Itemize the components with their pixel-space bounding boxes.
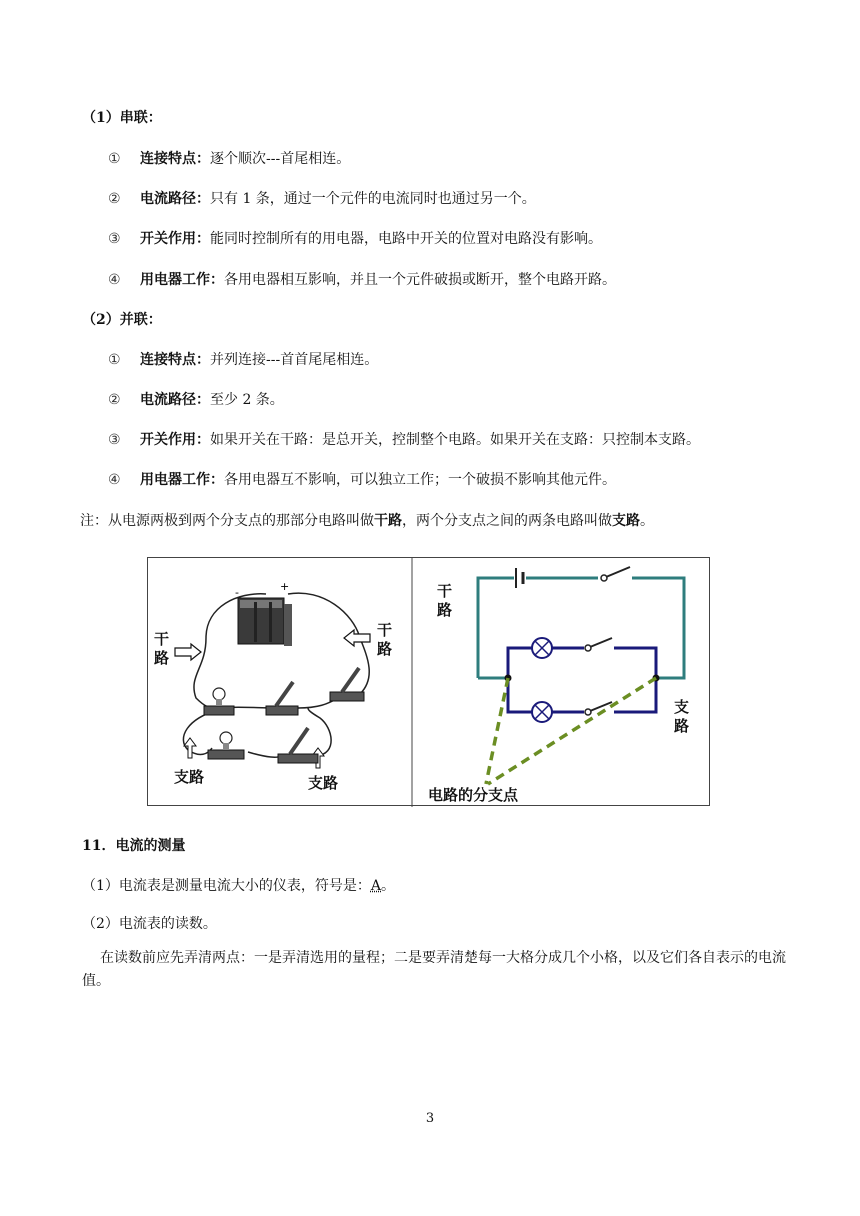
item-number: ③ [108, 231, 121, 247]
wire [308, 708, 331, 756]
item-number: ④ [108, 272, 121, 288]
bulb-icon [208, 732, 244, 759]
pointer-line [488, 678, 656, 784]
pointer-line [486, 678, 508, 784]
ammeter-reading-paragraph: 在读数前应先弄清两点：一是弄清选用的量程；二是要弄清楚每一大格分成几个小格，以及它们各自表示的电流值。 [82, 950, 786, 989]
item-term: 电流路径： [140, 392, 210, 408]
ammeter-symbol: A [370, 878, 382, 894]
parallel-item-1 [108, 350, 378, 370]
schematic-circuit [478, 567, 684, 784]
note-term-branch: 支路 [612, 513, 640, 529]
item-text: 并列连接---首首尾尾相连。 [210, 352, 379, 368]
ammeter-definition [82, 876, 395, 896]
switch-icon [266, 682, 298, 715]
parallel-item-4 [108, 470, 616, 490]
schematic-branch-label: 支路 [674, 698, 690, 735]
item-text: 如果开关在干路：是总开关，控制整个电路。如果开关在支路：只控制本支路。 [210, 432, 700, 448]
arrow-right-icon [175, 644, 201, 660]
item-number: ② [108, 392, 121, 408]
item-number: ② [108, 191, 121, 207]
parallel-heading: （2）并联： [82, 312, 162, 328]
physical-circuit [175, 580, 370, 768]
note-term-trunk: 干路 [374, 513, 402, 529]
item-text: 只有 1 条，通过一个元件的电流同时也通过另一个。 [210, 191, 536, 207]
switch-icon [330, 668, 364, 701]
series-item-1 [108, 149, 350, 169]
item-number: ③ [108, 432, 121, 448]
item-number: ① [108, 352, 121, 368]
note-text: 。 [640, 513, 654, 529]
circuit-figure [147, 557, 710, 806]
arrow-left-icon [344, 630, 370, 646]
note-text: ，两个分支点之间的两条电路叫做 [402, 513, 612, 529]
battery-plus-label: + [280, 580, 290, 593]
series-item-4 [108, 270, 616, 290]
trunk-label-left: 干路 [154, 630, 170, 667]
item-number: ④ [108, 472, 121, 488]
section-heading: 11．电流的测量 [82, 838, 186, 854]
parallel-item-3 [108, 430, 700, 450]
item-term: 开关作用： [140, 231, 210, 247]
battery-minus-label: - [235, 586, 239, 599]
note [80, 511, 654, 531]
bulb-icon [204, 688, 234, 715]
item-term: 电流路径： [140, 191, 210, 207]
battery-icon [238, 598, 292, 646]
branch-label-left: 支路 [174, 768, 205, 786]
item-number: ① [108, 151, 121, 167]
wire [288, 593, 369, 694]
definition-text: 。 [381, 878, 396, 894]
branch-wire [508, 648, 656, 712]
item-text: 各用电器互不影响，可以独立工作；一个破损不影响其他元件。 [224, 472, 616, 488]
wire [248, 752, 280, 757]
series-item-2 [108, 189, 536, 209]
branch-label-right: 支路 [308, 774, 339, 792]
circuit-diagrams-svg [148, 558, 711, 807]
switch-icon [278, 728, 318, 763]
page-number: 3 [425, 1111, 435, 1126]
item-term: 开关作用： [140, 432, 210, 448]
item-term: 连接特点： [140, 352, 210, 368]
series-item-3 [108, 229, 602, 249]
item-text: 能同时控制所有的用电器，电路中开关的位置对电路没有影响。 [210, 231, 602, 247]
note-text: 注：从电源两极到两个分支点的那部分电路叫做 [80, 513, 374, 529]
item-term: 用电器工作： [140, 272, 224, 288]
branch-point-label: 电路的分支点 [428, 786, 519, 804]
item-term: 用电器工作： [140, 472, 224, 488]
trunk-label-right: 干路 [377, 621, 393, 658]
item-text: 各用电器相互影响，并且一个元件破损或断开，整个电路开路。 [224, 272, 616, 288]
definition-text: （1）电流表是测量电流大小的仪表，符号是： [82, 878, 371, 894]
parallel-item-2 [108, 390, 284, 410]
item-text: 逐个顺次---首尾相连。 [210, 151, 351, 167]
schematic-trunk-label: 干路 [437, 582, 453, 619]
item-term: 连接特点： [140, 151, 210, 167]
item-text: 至少 2 条。 [210, 392, 284, 408]
series-heading: （1）串联： [82, 110, 162, 126]
ammeter-reading-heading: （2）电流表的读数。 [82, 916, 217, 932]
